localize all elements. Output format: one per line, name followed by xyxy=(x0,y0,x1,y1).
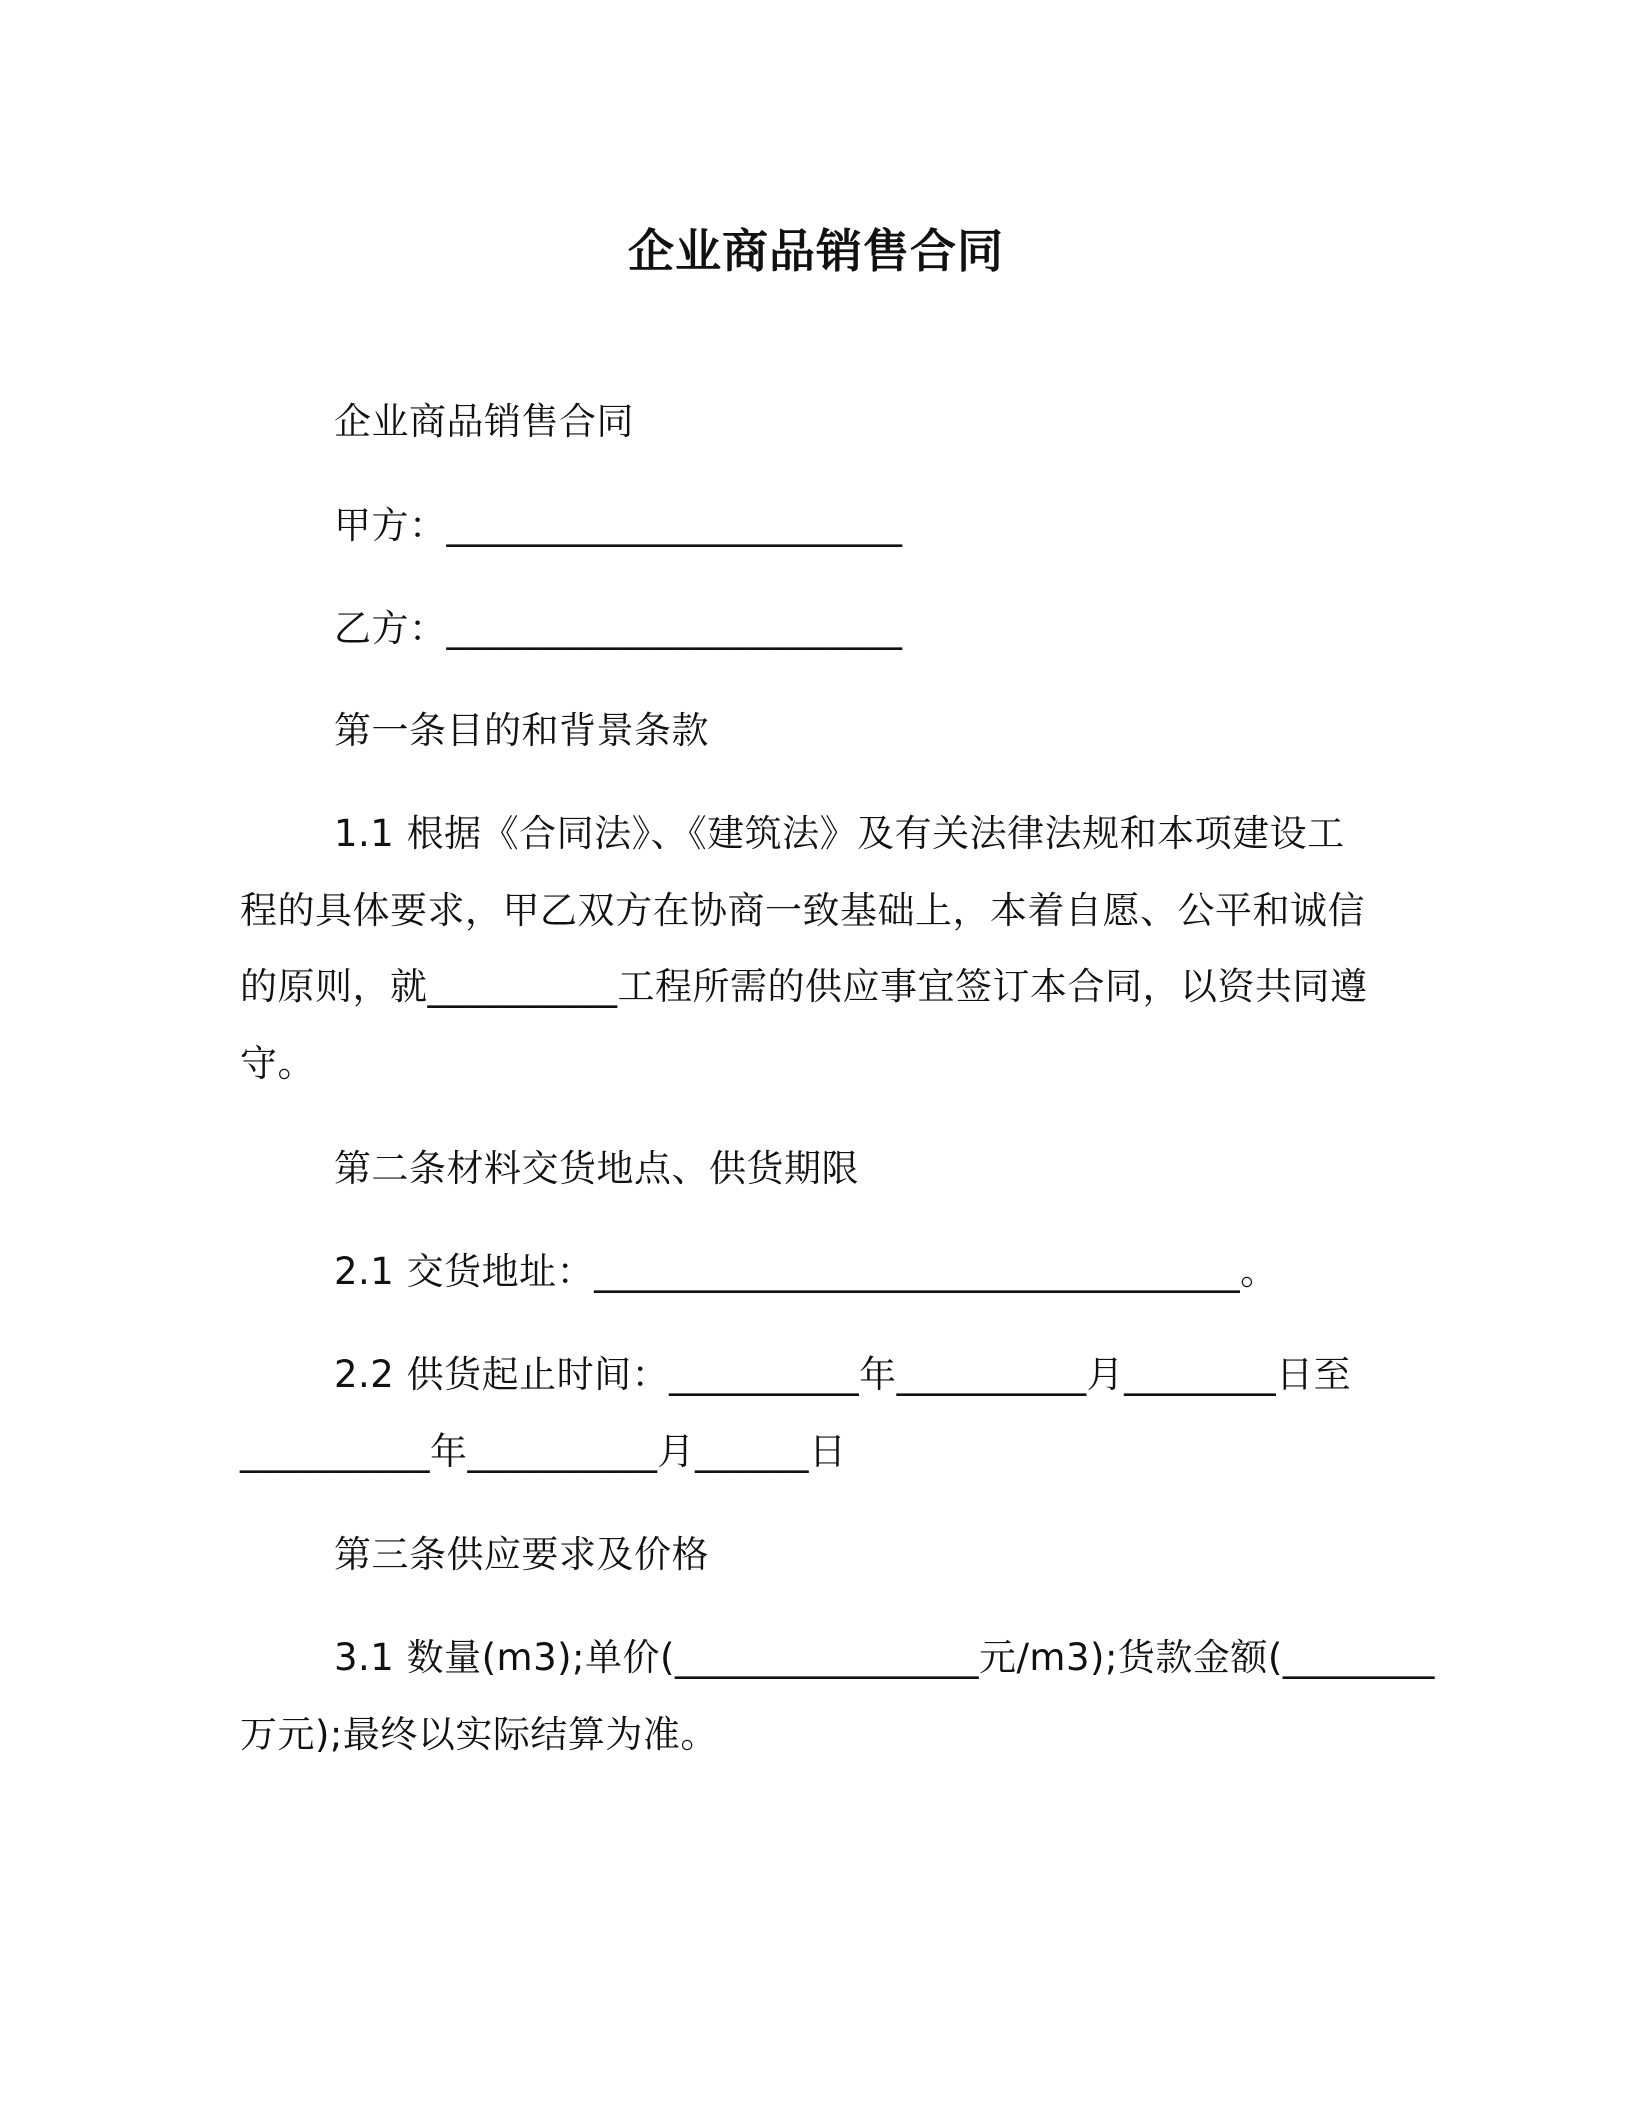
clause-1-1-line-1: 1.1 根据《合同法》、《建筑法》及有关法律法规和本项建设工 xyxy=(334,812,1345,855)
clause-2-2-line-2: __________年__________月______日 xyxy=(240,1430,847,1473)
clause-1-1-line-3: 的原则，就__________工程所需的供应事宜签订本合同，以资共同遵 xyxy=(240,965,1368,1008)
article-1-heading: 第一条目的和背景条款 xyxy=(334,709,709,752)
clause-2-1-line: 2.1 交货地址：__________________________________。 xyxy=(334,1250,1278,1293)
clause-3-1-line-2: 万元);最终以实际结算为准。 xyxy=(240,1713,718,1756)
clause-3-1-line-1: 3.1 数量(m3);单价(________________元/m3);货款金额(________ xyxy=(334,1636,1435,1679)
clause-1-1-line-4: 守。 xyxy=(240,1042,315,1085)
clause-1-1-line-2: 程的具体要求，甲乙双方在协商一致基础上，本着自愿、公平和诚信 xyxy=(240,889,1365,932)
contract-name-line: 企业商品销售合同 xyxy=(334,400,634,443)
document-title: 企业商品销售合同 xyxy=(628,224,1004,278)
article-2-heading: 第二条材料交货地点、供货期限 xyxy=(334,1147,859,1190)
clause-2-2-line-1: 2.2 供货起止时间：__________年__________月________日至 xyxy=(334,1353,1352,1396)
party-a-line: 甲方：________________________ xyxy=(334,504,903,547)
article-3-heading: 第三条供应要求及价格 xyxy=(334,1533,709,1576)
party-b-line: 乙方：________________________ xyxy=(334,607,903,650)
